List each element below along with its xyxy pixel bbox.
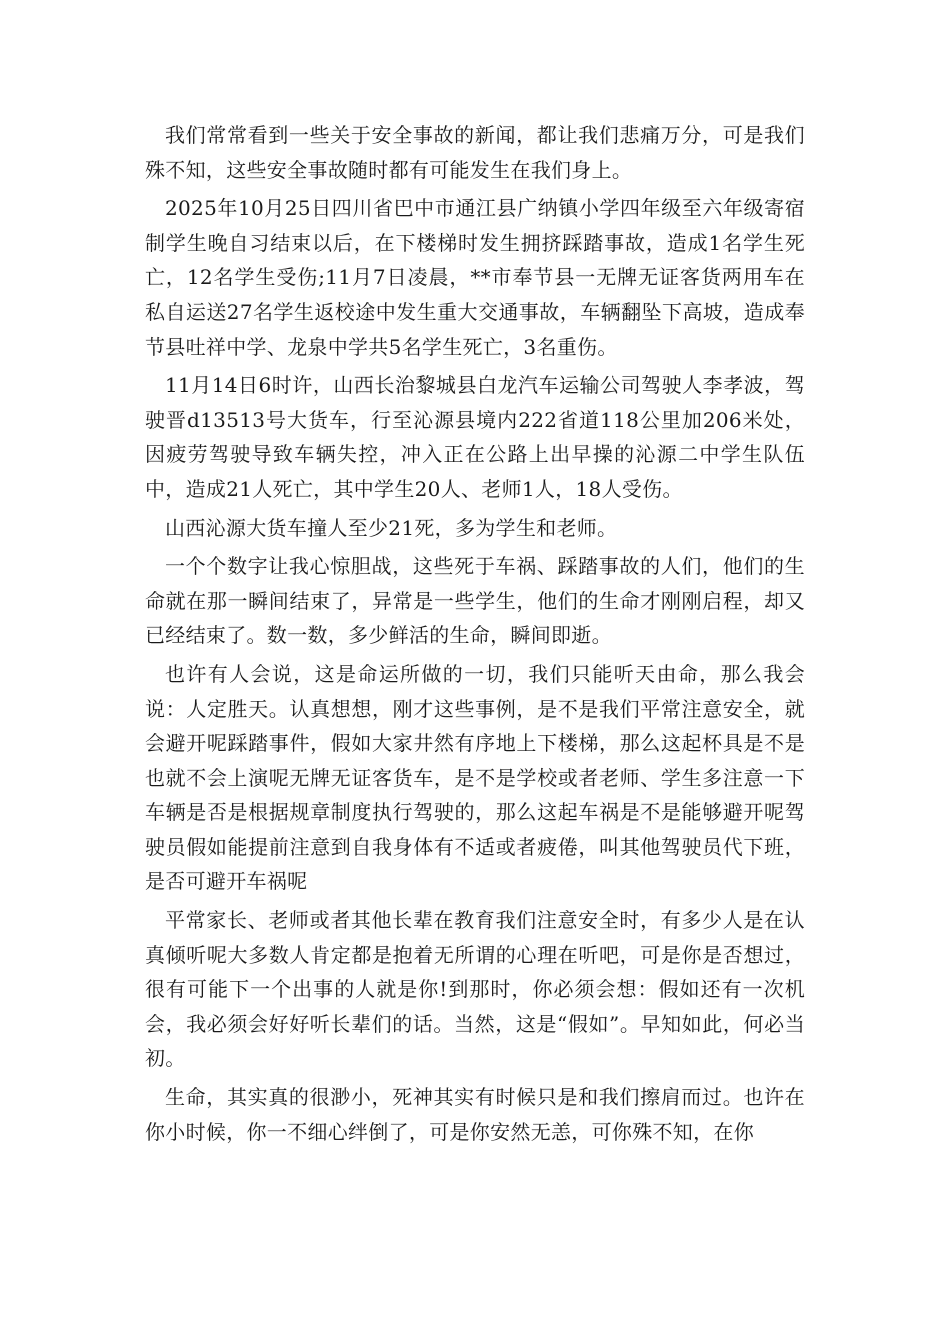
paragraph-intro: 我们常常看到一些关于安全事故的新闻，都让我们悲痛万分，可是我们殊不知，这些安全事故随时都有可能发生在我们身上。 bbox=[145, 123, 805, 182]
paragraph-headline: 山西沁源大货车撞人至少21死，多为学生和老师。 bbox=[165, 515, 618, 540]
paragraph-qinyuan-truck: 11月14日6时许，山西长治黎城县白龙汽车运输公司驾驶人李孝波，驾驶晋d13513号大货车，行至沁源县境内222省道118公里加206米处，因疲劳驾驶导致车辆失控，冲入正在公路上出早操的沁源二中学生队伍中，造成21人死亡，其中学生20人、老师1人，18人受伤。 bbox=[145, 373, 805, 501]
document-body bbox=[145, 118, 805, 1153]
paragraph-life: 生命，其实真的很渺小，死神其实有时候只是和我们擦肩而过。也许在你小时候，你一不细心绊倒了，可是你安然无恙，可你殊不知，在你 bbox=[145, 1085, 805, 1144]
paragraph-bazhong-accidents: 2025年10月25日四川省巴中市通江县广纳镇小学四年级至六年级寄宿制学生晚自习结束以后，在下楼梯时发生拥挤踩踏事故，造成1名学生死亡，12名学生受伤;11月7日凌晨，**市奉节县一无牌无证客货两用车在私自运送27名学生返校途中发生重大交通事故，车辆翻坠下高坡，造成奉节县吐祥中学、龙泉中学共5名学生死亡，3名重伤。 bbox=[145, 196, 805, 359]
paragraph-listening: 平常家长、老师或者其他长辈在教育我们注意安全时，有多少人是在认真倾听呢大多数人肯定都是抱着无所谓的心理在听吧，可是你是否想过，很有可能下一个出事的人就是你!到那时，你必须会想：假如还有一次机会，我必须会好好听长辈们的话。当然，这是“假如”。早知如此，何必当初。 bbox=[145, 908, 805, 1071]
paragraph-fate: 也许有人会说，这是命运所做的一切，我们只能听天由命，那么我会说：人定胜天。认真想想，刚才这些事例，是不是我们平常注意安全，就会避开呢踩踏事件，假如大家井然有序地上下楼梯，那么这起杯具是不是也就不会上演呢无牌无证客货车，是不是学校或者老师、学生多注意一下车辆是否是根据规章制度执行驾驶的，那么这起车祸是不是能够避开呢驾驶员假如能提前注意到自我身体有不适或者疲倦，叫其他驾驶员代下班，是否可避开车祸呢 bbox=[145, 661, 805, 894]
paragraph-numbers: 一个个数字让我心惊胆战，这些死于车祸、踩踏事故的人们，他们的生命就在那一瞬间结束了，异常是一些学生，他们的生命才刚刚启程，却又已经结束了。数一数，多少鲜活的生命，瞬间即逝。 bbox=[145, 554, 805, 648]
